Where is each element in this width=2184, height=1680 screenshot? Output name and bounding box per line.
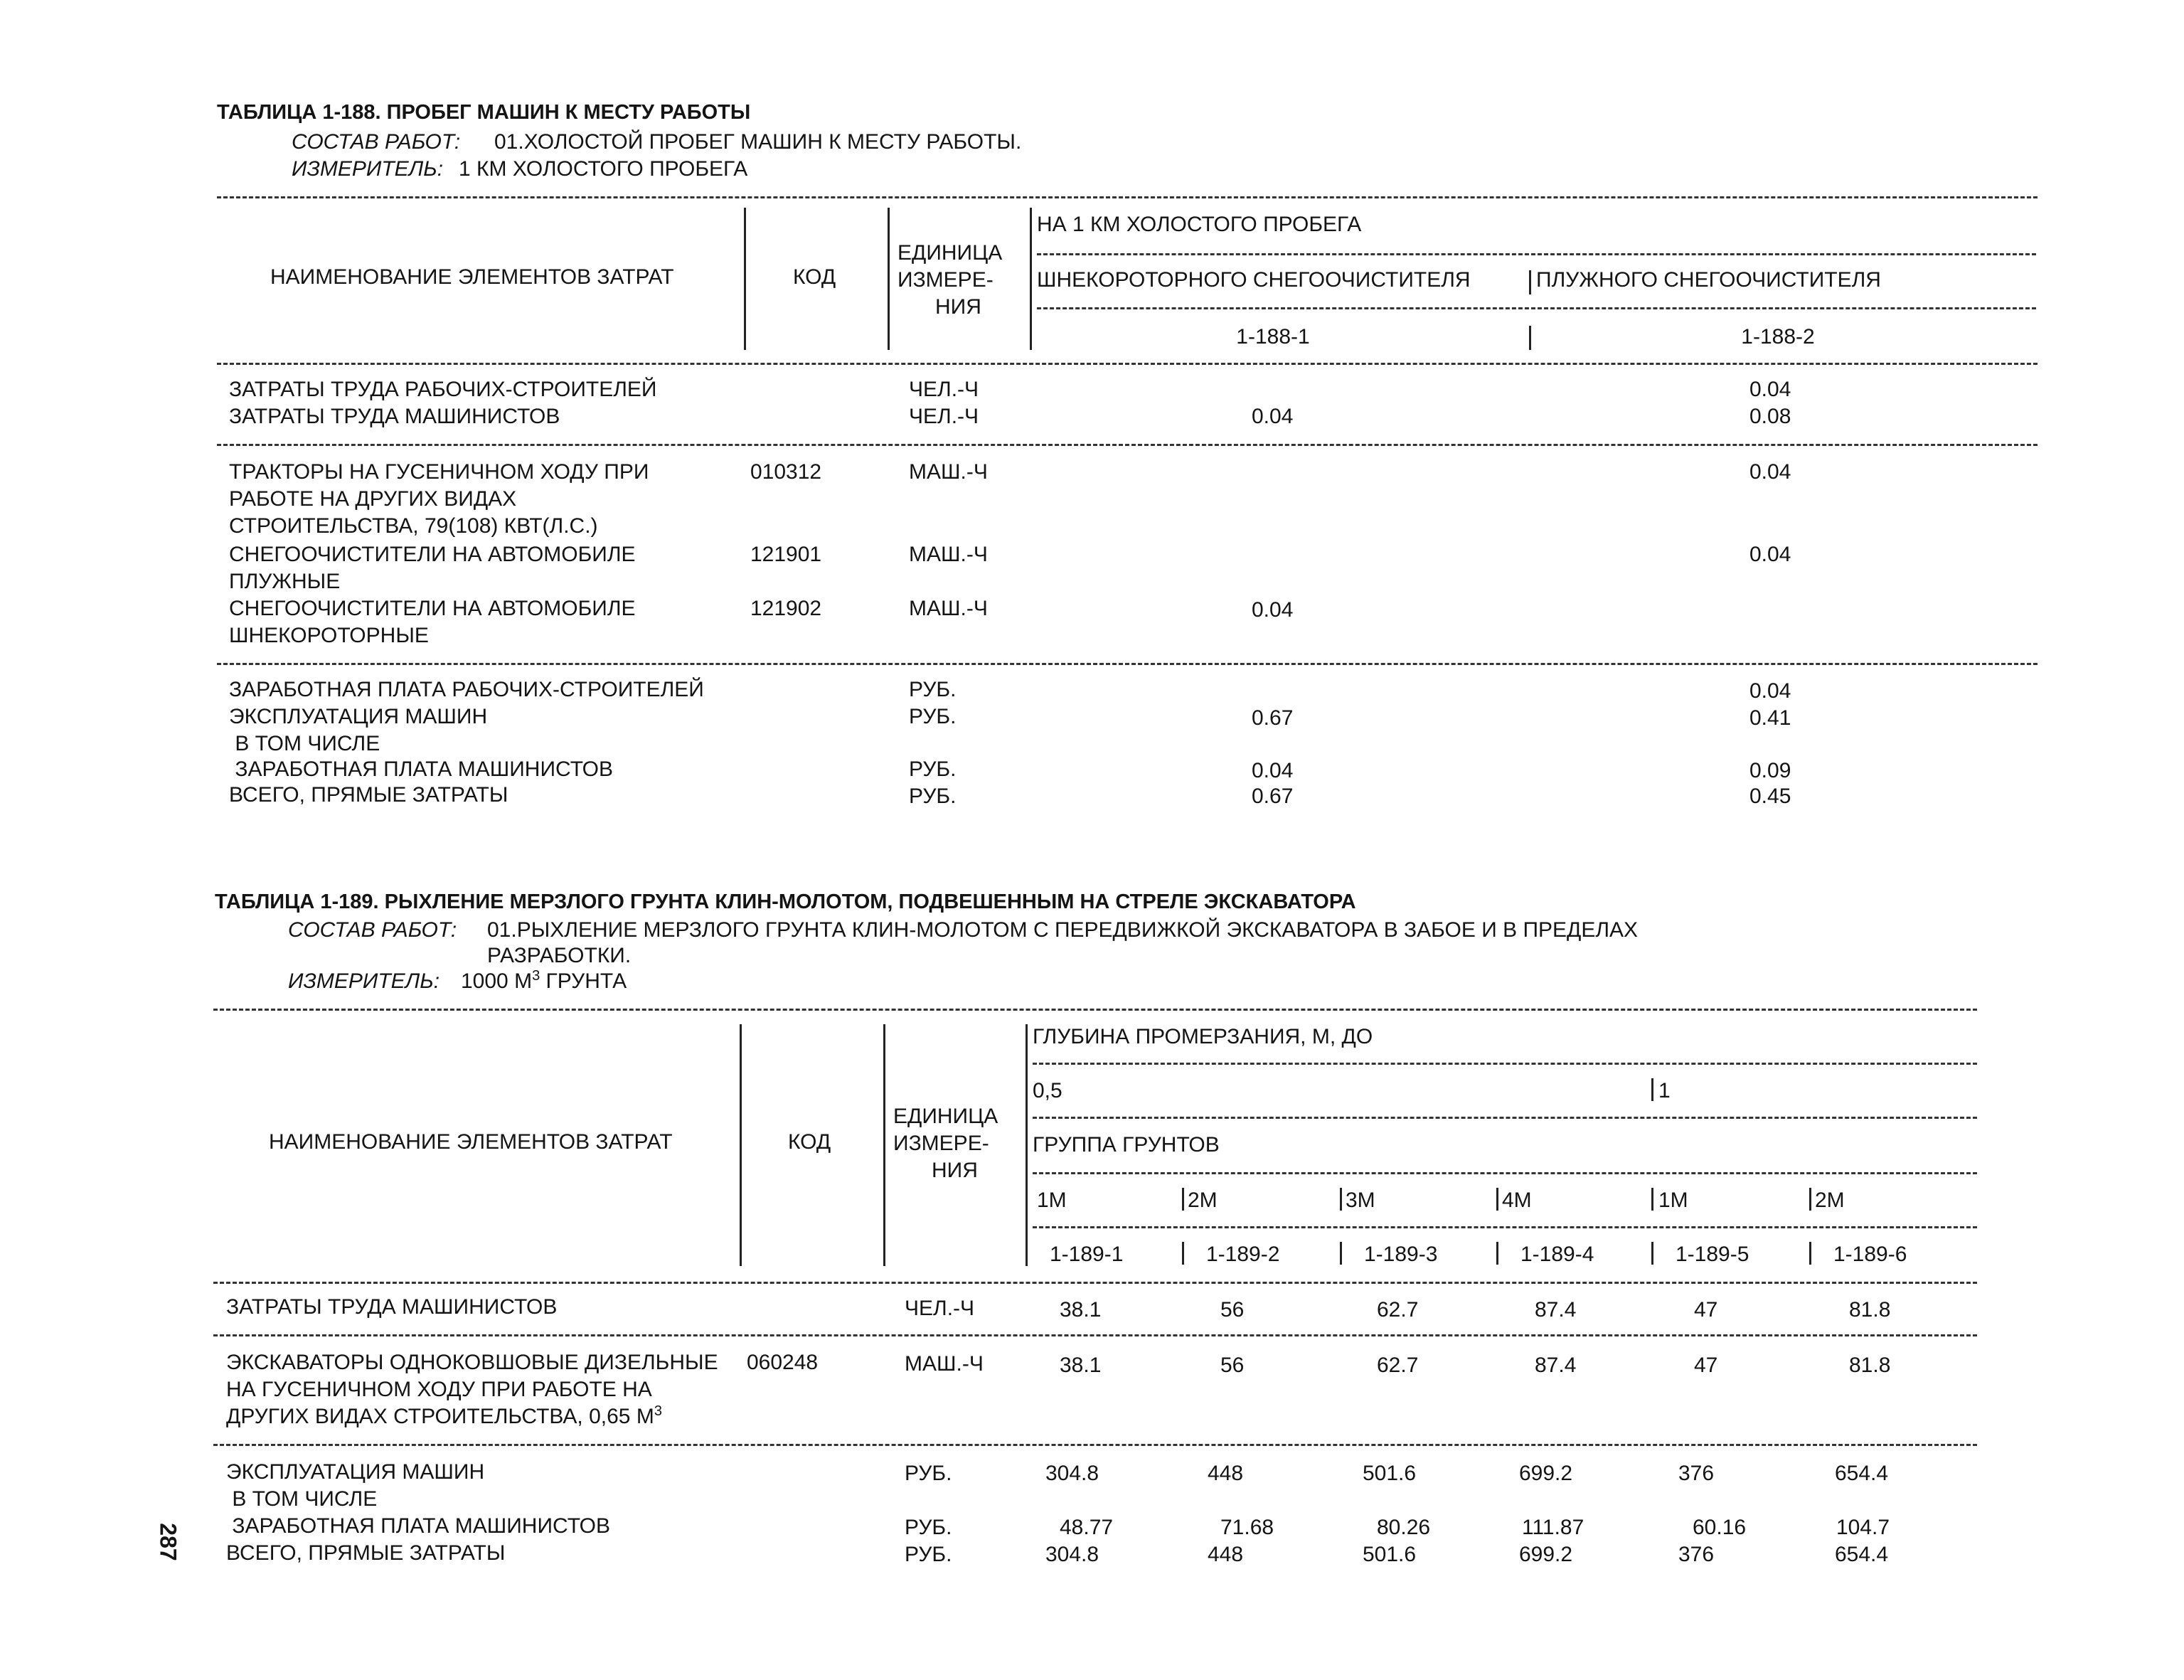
row-value: 38.1 bbox=[1060, 1298, 1102, 1322]
column-code: 1-189-5 bbox=[1676, 1243, 1749, 1266]
row-value: 501.6 bbox=[1363, 1543, 1417, 1566]
row-value: 0.41 bbox=[1749, 706, 1791, 730]
row-name: ПЛУЖНЫЕ bbox=[229, 570, 341, 593]
row-value: 376 bbox=[1678, 1462, 1715, 1485]
row-value: 56 bbox=[1220, 1354, 1245, 1377]
row-name: СНЕГООЧИСТИТЕЛИ НА АВТОМОБИЛЕ bbox=[229, 597, 636, 620]
divider bbox=[213, 1009, 1977, 1011]
column-code: 1-189-1 bbox=[1050, 1243, 1124, 1266]
row-value: 501.6 bbox=[1363, 1462, 1417, 1485]
column-rule bbox=[1651, 1078, 1653, 1101]
row-kod: 010312 bbox=[750, 460, 822, 484]
row-unit: РУБ. bbox=[909, 785, 957, 808]
header-group-4m: 4М bbox=[1502, 1189, 1532, 1212]
divider bbox=[213, 1282, 1977, 1284]
header-unit: ЕДИНИЦА bbox=[893, 1105, 998, 1128]
row-value: 448 bbox=[1208, 1462, 1244, 1485]
column-rule bbox=[1026, 1024, 1028, 1266]
row-value: 0.04 bbox=[1252, 598, 1294, 622]
row-name: ЗАТРАТЫ ТРУДА РАБОЧИХ-СТРОИТЕЛЕЙ bbox=[229, 378, 657, 401]
divider bbox=[1037, 253, 2036, 255]
divider bbox=[217, 663, 2037, 665]
header-col1: ШНЕКОРОТОРНОГО СНЕГООЧИСТИТЕЛЯ bbox=[1037, 268, 1471, 292]
row-value: 0.04 bbox=[1749, 378, 1791, 401]
divider bbox=[213, 1334, 1977, 1336]
row-value: 448 bbox=[1208, 1543, 1244, 1566]
row-value: 71.68 bbox=[1220, 1516, 1274, 1539]
row-value: 0.04 bbox=[1252, 759, 1294, 782]
row-name: ЭКСКАВАТОРЫ ОДНОКОВШОВЫЕ ДИЗЕЛЬНЫЕ bbox=[226, 1351, 718, 1374]
row-value: 0.09 bbox=[1749, 759, 1791, 782]
row-value: 0.67 bbox=[1252, 785, 1294, 808]
header-col2: ПЛУЖНОГО СНЕГООЧИСТИТЕЛЯ bbox=[1536, 268, 1881, 292]
header-unit: ЕДИНИЦА bbox=[897, 241, 1003, 265]
column-rule bbox=[740, 1024, 742, 1266]
row-value: 304.8 bbox=[1045, 1543, 1099, 1566]
row-value: 48.77 bbox=[1060, 1516, 1114, 1539]
table-title: ТАБЛИЦА 1-189. РЫХЛЕНИЕ МЕРЗЛОГО ГРУНТА КЛИН-МОЛОТОМ, ПОДВЕШЕННЫМ НА СТРЕЛЕ ЭКСКАВАТОРА bbox=[215, 890, 1356, 913]
header-name: НАИМЕНОВАНИЕ ЭЛЕМЕНТОВ ЗАТРАТ bbox=[269, 1130, 673, 1154]
header-depth: ГЛУБИНА ПРОМЕРЗАНИЯ, М, ДО bbox=[1033, 1025, 1373, 1048]
column-rule bbox=[1496, 1242, 1498, 1265]
row-unit: РУБ. bbox=[909, 705, 957, 728]
row-name: ЗАРАБОТНАЯ ПЛАТА РАБОЧИХ-СТРОИТЕЛЕЙ bbox=[229, 678, 704, 701]
divider bbox=[213, 1444, 1977, 1446]
sostav-label: СОСТАВ РАБОТ: bbox=[292, 130, 461, 154]
row-value: 0.67 bbox=[1252, 706, 1294, 730]
column-code: 1-188-1 bbox=[1236, 325, 1310, 349]
row-name: ЭКСПЛУАТАЦИЯ МАШИН bbox=[229, 705, 488, 728]
row-value: 0.04 bbox=[1252, 405, 1294, 428]
row-value: 654.4 bbox=[1835, 1462, 1889, 1485]
row-name: ВСЕГО, ПРЯМЫЕ ЗАТРАТЫ bbox=[226, 1541, 506, 1565]
row-value: 104.7 bbox=[1836, 1516, 1890, 1539]
sostav-text: 01.РЫХЛЕНИЕ МЕРЗЛОГО ГРУНТА КЛИН-МОЛОТОМ С ПЕРЕДВИЖКОЙ ЭКСКАВАТОРА В ЗАБОЕ И В ПРЕДЕЛАХ bbox=[487, 918, 1639, 942]
row-value: 47 bbox=[1694, 1354, 1718, 1377]
header-name: НАИМЕНОВАНИЕ ЭЛЕМЕНТОВ ЗАТРАТ bbox=[270, 265, 674, 289]
column-rule bbox=[1026, 1242, 1028, 1265]
column-rule bbox=[1809, 1242, 1811, 1265]
header-unit: ИЗМЕРЕ- bbox=[893, 1132, 989, 1155]
row-value: 0.04 bbox=[1749, 460, 1791, 484]
column-code: 1-189-3 bbox=[1364, 1243, 1438, 1266]
divider bbox=[217, 444, 2037, 446]
izmeritel-text: 1000 $М^3$ ГРУНТА bbox=[461, 968, 627, 993]
page-number: 287 bbox=[155, 1523, 181, 1561]
row-unit: РУБ. bbox=[905, 1516, 952, 1539]
divider bbox=[1033, 1172, 1977, 1174]
column-code: 1-189-2 bbox=[1206, 1243, 1280, 1266]
sostav-text: 01.ХОЛОСТОЙ ПРОБЕГ МАШИН К МЕСТУ РАБОТЫ. bbox=[494, 130, 1022, 154]
row-value: 81.8 bbox=[1849, 1354, 1891, 1377]
divider bbox=[217, 196, 2037, 198]
row-value: 87.4 bbox=[1535, 1354, 1577, 1377]
row-name: ЗАРАБОТНАЯ ПЛАТА МАШИНИСТОВ bbox=[226, 1514, 611, 1538]
row-name: В ТОМ ЧИСЛЕ bbox=[226, 1487, 378, 1511]
column-code: 1-188-2 bbox=[1741, 325, 1815, 349]
row-value: 654.4 bbox=[1835, 1543, 1889, 1566]
header-kod: КОД bbox=[793, 265, 836, 289]
row-value: 111.87 bbox=[1522, 1516, 1584, 1539]
row-unit: МАШ.-Ч bbox=[909, 597, 988, 620]
row-unit: МАШ.-Ч bbox=[909, 460, 988, 484]
row-value: 62.7 bbox=[1377, 1354, 1419, 1377]
row-unit: ЧЕЛ.-Ч bbox=[909, 405, 979, 428]
row-kod: 121901 bbox=[750, 543, 822, 566]
row-unit: РУБ. bbox=[909, 678, 957, 701]
row-value: 38.1 bbox=[1060, 1354, 1102, 1377]
divider bbox=[1033, 1226, 1977, 1228]
row-unit: РУБ. bbox=[909, 757, 957, 781]
row-value: 56 bbox=[1220, 1298, 1245, 1322]
column-rule bbox=[1651, 1242, 1653, 1265]
divider bbox=[1037, 307, 2036, 309]
sostav-label: СОСТАВ РАБОТ: bbox=[288, 918, 457, 942]
column-rule bbox=[1340, 1242, 1342, 1265]
row-unit: МАШ.-Ч bbox=[905, 1352, 984, 1376]
divider bbox=[1033, 1063, 1977, 1065]
header-group-3m: 3М bbox=[1346, 1189, 1375, 1212]
header-kod: КОД bbox=[788, 1130, 831, 1154]
row-name: РАБОТЕ НА ДРУГИХ ВИДАХ bbox=[229, 487, 517, 511]
divider bbox=[217, 363, 2037, 365]
column-code: 1-189-6 bbox=[1833, 1243, 1907, 1266]
row-value: 60.16 bbox=[1693, 1516, 1747, 1539]
izmeritel-text: 1 КМ ХОЛОСТОГО ПРОБЕГА bbox=[459, 157, 748, 181]
row-name: ЗАРАБОТНАЯ ПЛАТА МАШИНИСТОВ bbox=[229, 757, 614, 781]
row-value: 87.4 bbox=[1535, 1298, 1577, 1322]
column-rule bbox=[1809, 1188, 1811, 1211]
column-rule bbox=[1496, 1188, 1498, 1211]
header-group-1m: 1М bbox=[1037, 1189, 1067, 1212]
header-soil-group: ГРУППА ГРУНТОВ bbox=[1033, 1133, 1220, 1157]
row-name: ВСЕГО, ПРЯМЫЕ ЗАТРАТЫ bbox=[229, 783, 508, 807]
row-value: 0.04 bbox=[1749, 543, 1791, 566]
row-name: ДРУГИХ ВИДАХ СТРОИТЕЛЬСТВА, 0,65 $М^3$ bbox=[226, 1403, 662, 1428]
column-rule bbox=[883, 1024, 885, 1266]
column-rule bbox=[1529, 326, 1531, 350]
column-rule bbox=[1030, 208, 1032, 350]
divider bbox=[1033, 1117, 1977, 1119]
row-unit: ЧЕЛ.-Ч bbox=[909, 378, 979, 401]
column-rule bbox=[1651, 1188, 1653, 1211]
header-unit: НИЯ bbox=[932, 1159, 978, 1182]
row-value: 0.45 bbox=[1749, 785, 1791, 808]
row-unit: РУБ. bbox=[905, 1462, 952, 1485]
table-title: ТАБЛИЦА 1-188. ПРОБЕГ МАШИН К МЕСТУ РАБОТЫ bbox=[217, 101, 751, 124]
header-group-2m: 2М bbox=[1188, 1189, 1218, 1212]
column-code: 1-189-4 bbox=[1520, 1243, 1594, 1266]
row-name: ЗАТРАТЫ ТРУДА МАШИНИСТОВ bbox=[226, 1295, 558, 1319]
row-value: 0.04 bbox=[1749, 679, 1791, 703]
column-rule bbox=[1182, 1188, 1184, 1211]
header-depth-1: 1 bbox=[1658, 1079, 1671, 1102]
column-rule bbox=[1182, 1242, 1184, 1265]
row-name: ЗАТРАТЫ ТРУДА МАШИНИСТОВ bbox=[229, 405, 560, 428]
row-unit: ЧЕЛ.-Ч bbox=[905, 1297, 975, 1320]
header-group: НА 1 КМ ХОЛОСТОГО ПРОБЕГА bbox=[1037, 213, 1362, 236]
header-group-1m: 1М bbox=[1658, 1189, 1688, 1212]
row-value: 0.08 bbox=[1749, 405, 1791, 428]
row-name: ШНЕКОРОТОРНЫЕ bbox=[229, 624, 429, 647]
row-name: НА ГУСЕНИЧНОМ ХОДУ ПРИ РАБОТЕ НА bbox=[226, 1378, 652, 1401]
row-name: СТРОИТЕЛЬСТВА, 79(108) КВТ(Л.С.) bbox=[229, 514, 598, 538]
row-name: В ТОМ ЧИСЛЕ bbox=[229, 732, 380, 755]
row-kod: 060248 bbox=[747, 1351, 819, 1374]
row-value: 304.8 bbox=[1045, 1462, 1099, 1485]
column-rule bbox=[1529, 270, 1531, 294]
header-depth-05: 0,5 bbox=[1033, 1079, 1062, 1102]
header-group-2m: 2М bbox=[1815, 1189, 1845, 1212]
row-value: 376 bbox=[1678, 1543, 1715, 1566]
row-name: ЭКСПЛУАТАЦИЯ МАШИН bbox=[226, 1460, 485, 1484]
izmeritel-label: ИЗМЕРИТЕЛЬ: bbox=[288, 969, 440, 993]
header-unit: НИЯ bbox=[935, 295, 981, 319]
row-value: 81.8 bbox=[1849, 1298, 1891, 1322]
row-unit: МАШ.-Ч bbox=[909, 543, 988, 566]
izmeritel-label: ИЗМЕРИТЕЛЬ: bbox=[292, 157, 444, 181]
row-unit: РУБ. bbox=[905, 1543, 952, 1566]
column-rule bbox=[1340, 1188, 1342, 1211]
column-rule bbox=[888, 208, 890, 350]
row-value: 80.26 bbox=[1377, 1516, 1431, 1539]
sostav-text-cont: РАЗРАБОТКИ. bbox=[487, 944, 632, 967]
row-value: 47 bbox=[1694, 1298, 1718, 1322]
row-name: СНЕГООЧИСТИТЕЛИ НА АВТОМОБИЛЕ bbox=[229, 543, 636, 566]
row-kod: 121902 bbox=[750, 597, 822, 620]
header-unit: ИЗМЕРЕ- bbox=[897, 268, 994, 292]
row-value: 699.2 bbox=[1519, 1462, 1573, 1485]
row-value: 699.2 bbox=[1519, 1543, 1573, 1566]
row-value: 62.7 bbox=[1377, 1298, 1419, 1322]
column-rule bbox=[744, 208, 746, 350]
row-name: ТРАКТОРЫ НА ГУСЕНИЧНОМ ХОДУ ПРИ bbox=[229, 460, 649, 484]
